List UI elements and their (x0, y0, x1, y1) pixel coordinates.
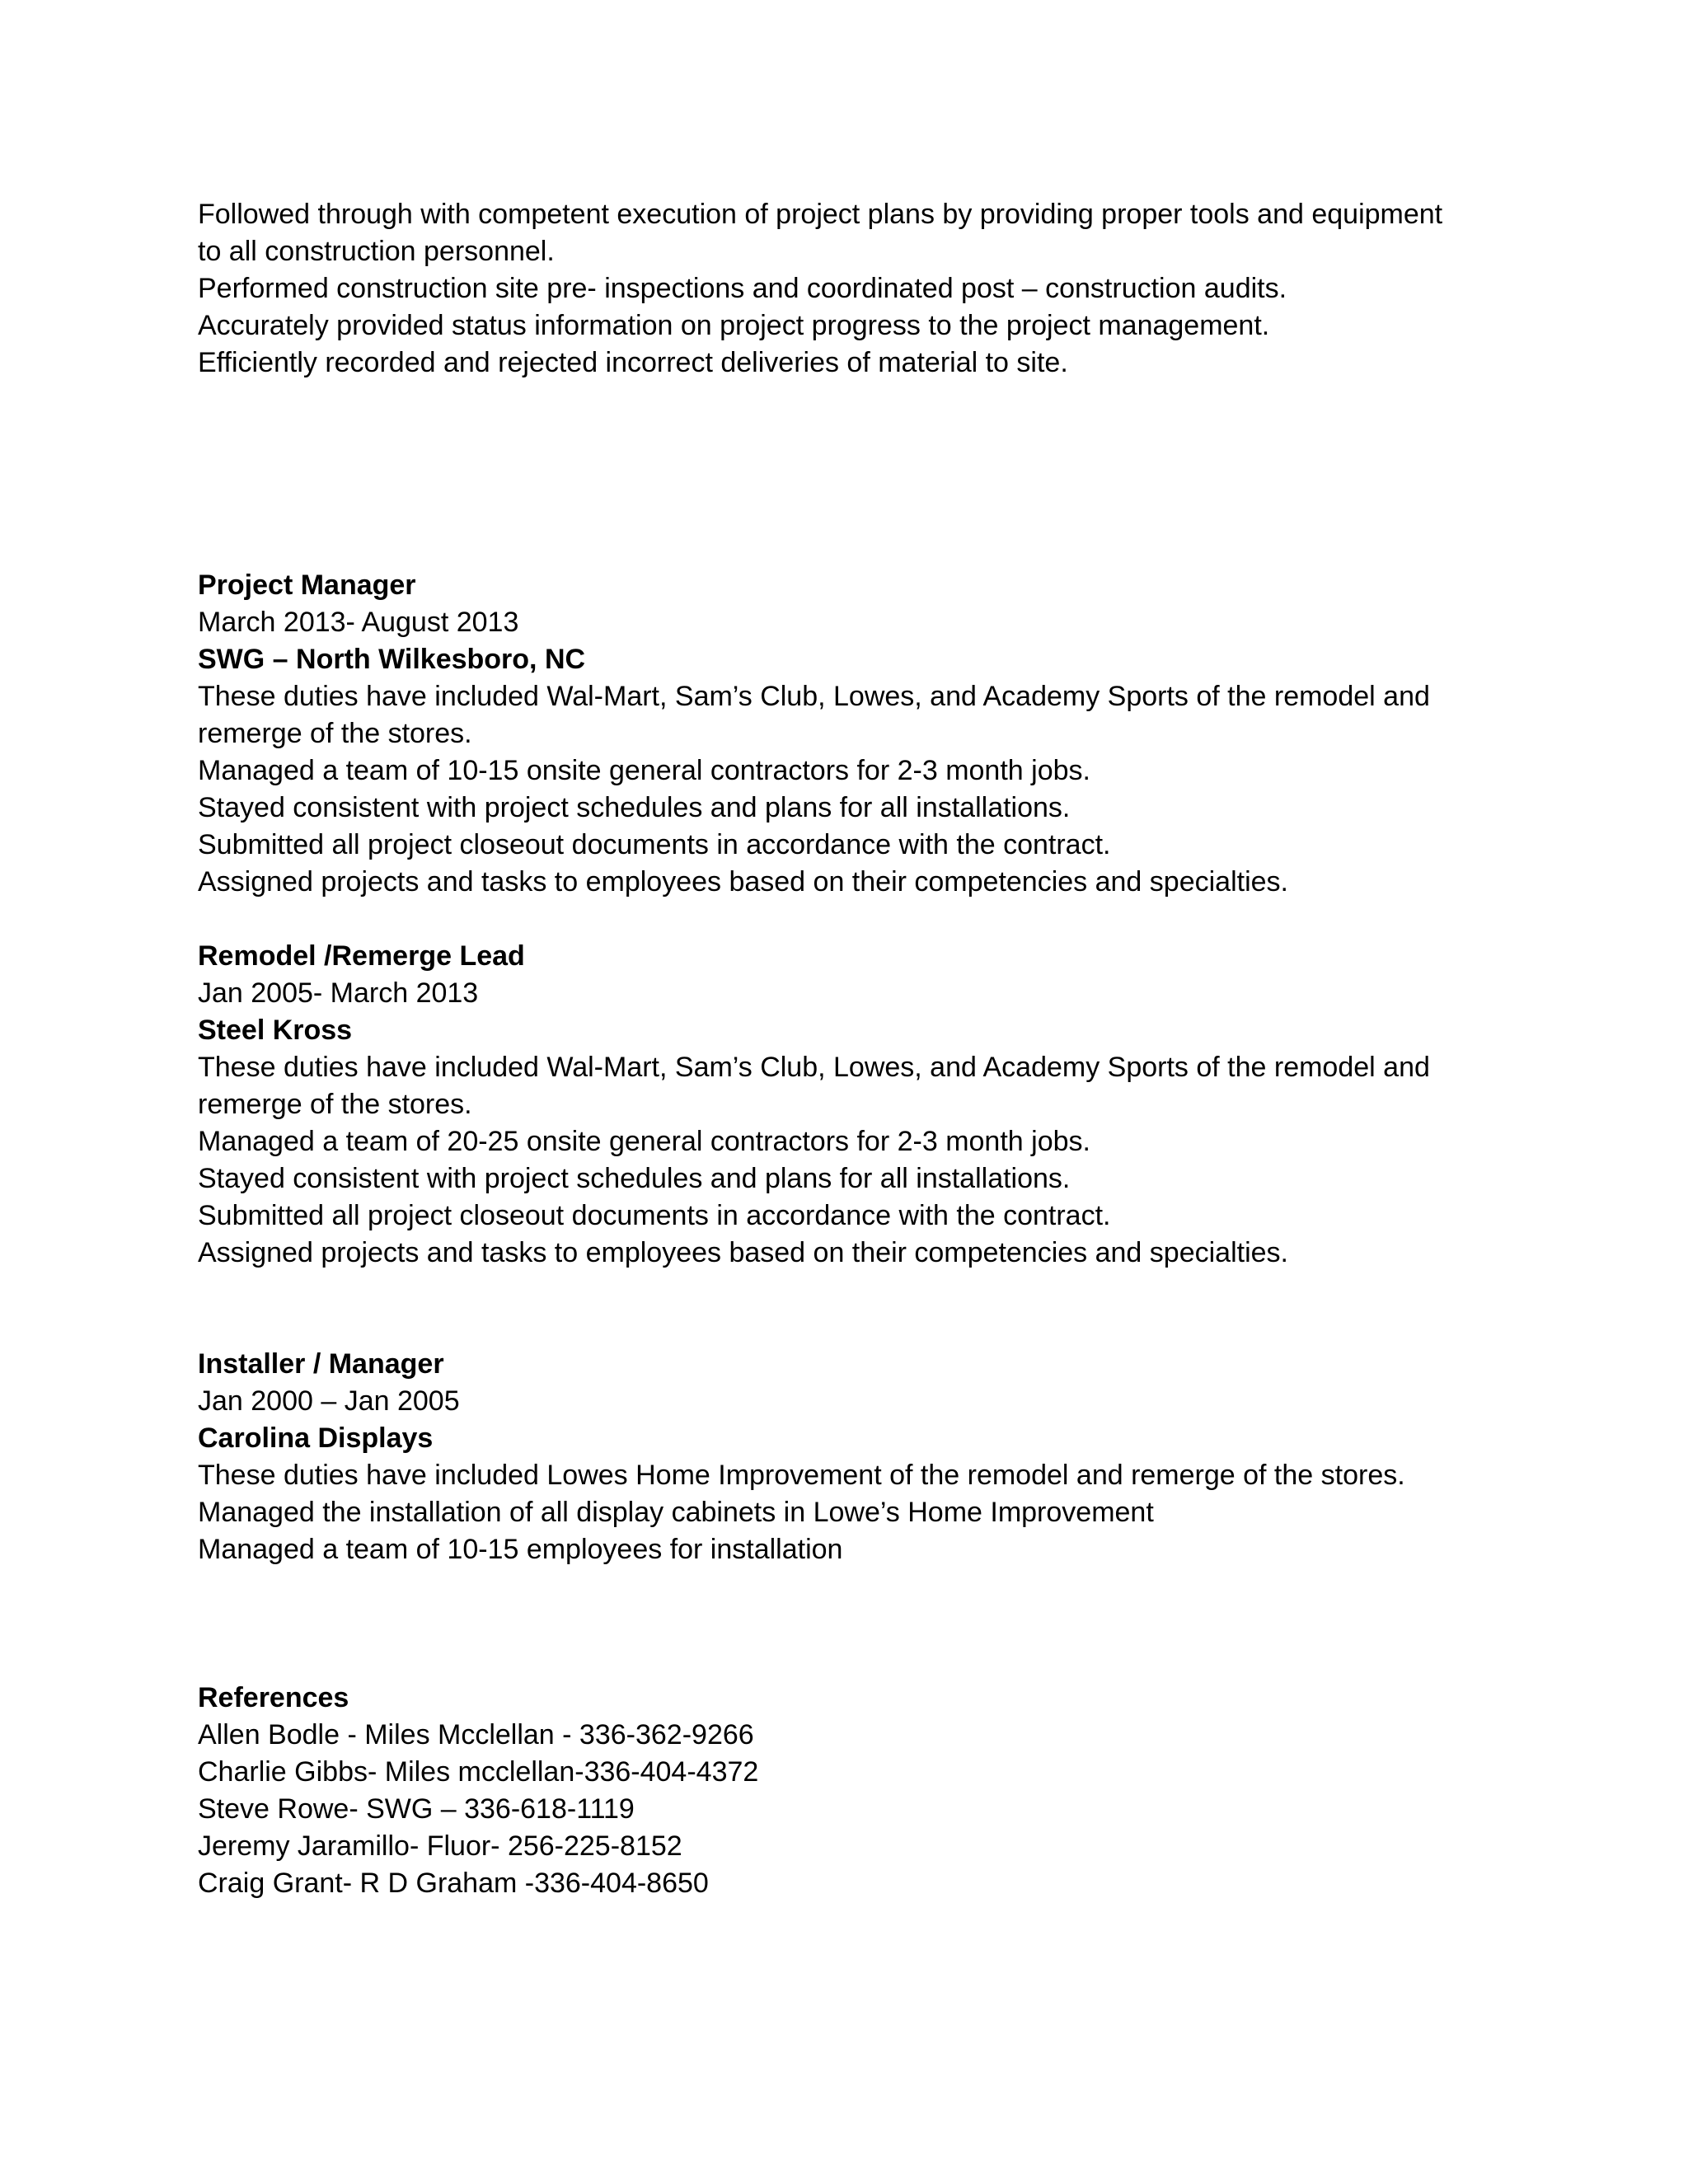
intro-line: to all construction personnel. (198, 236, 555, 267)
job-duty-line: Submitted all project closeout documents in accordance with the contract. (198, 829, 1111, 860)
job-section-project-manager (198, 567, 1500, 901)
job-duty-line: Managed a team of 10-15 onsite general contractors for 2-3 month jobs. (198, 755, 1090, 786)
spacer (198, 1272, 1500, 1346)
job-duty-line: Submitted all project closeout documents in accordance with the contract. (198, 1200, 1111, 1231)
job-duty-line: Managed a team of 20-25 onsite general contractors for 2-3 month jobs. (198, 1126, 1090, 1157)
intro-line: Accurately provided status information on project progress to the project management. (198, 310, 1270, 341)
job-section-installer-manager (198, 1346, 1500, 1568)
intro-line: Performed construction site pre- inspections and coordinated post – construction audits. (198, 273, 1287, 304)
job-duty-line: Assigned projects and tasks to employees based on their competencies and specialties. (198, 1237, 1288, 1268)
intro-line: Efficiently recorded and rejected incorrect deliveries of material to site. (198, 347, 1068, 378)
spacer (198, 901, 1500, 938)
spacer (198, 382, 1500, 567)
job-company: Carolina Displays (198, 1422, 434, 1454)
job-section-remodel-lead (198, 938, 1500, 1272)
job-duty-line: These duties have included Lowes Home Improvement of the remodel and remerge of the stores. (198, 1460, 1405, 1491)
job-duty-line: These duties have included Wal-Mart, Sam’s Club, Lowes, and Academy Sports of the remodel and (198, 681, 1430, 712)
job-duty-line: Stayed consistent with project schedules and plans for all installations. (198, 792, 1071, 823)
job-dates: Jan 2005- March 2013 (198, 977, 479, 1009)
job-title: Installer / Manager (198, 1348, 444, 1380)
spacer (198, 1568, 1500, 1680)
job-duty-line: remerge of the stores. (198, 1089, 472, 1120)
reference-line: Steve Rowe- SWG – 336-618-1119 (198, 1793, 635, 1825)
references-section (198, 1680, 1500, 1902)
intro-section (198, 196, 1500, 382)
job-dates: Jan 2000 – Jan 2005 (198, 1385, 460, 1417)
reference-line: Allen Bodle - Miles Mcclellan - 336-362-9266 (198, 1719, 754, 1750)
job-duty-line: Managed a team of 10-15 employees for installation (198, 1534, 843, 1565)
job-duty-line: remerge of the stores. (198, 718, 472, 749)
job-title: Project Manager (198, 569, 416, 601)
job-company: Steel Kross (198, 1015, 353, 1046)
reference-line: Charlie Gibbs- Miles mcclellan-336-404-4372 (198, 1756, 759, 1788)
intro-line: Followed through with competent execution of project plans by providing proper tools and equipment (198, 199, 1443, 230)
job-duty-line: These duties have included Wal-Mart, Sam’s Club, Lowes, and Academy Sports of the remodel and (198, 1052, 1430, 1083)
job-duty-line: Assigned projects and tasks to employees based on their competencies and specialties. (198, 866, 1288, 898)
reference-line: Jeremy Jaramillo- Fluor- 256-225-8152 (198, 1830, 682, 1862)
job-company: SWG – North Wilkesboro, NC (198, 644, 586, 675)
reference-line: Craig Grant- R D Graham -336-404-8650 (198, 1868, 709, 1899)
job-title: Remodel /Remerge Lead (198, 940, 525, 972)
job-duty-line: Stayed consistent with project schedules and plans for all installations. (198, 1163, 1071, 1194)
job-duty-line: Managed the installation of all display cabinets in Lowe’s Home Improvement (198, 1497, 1154, 1528)
resume-page (198, 196, 1500, 1902)
references-heading: References (198, 1682, 349, 1713)
job-dates: March 2013- August 2013 (198, 607, 519, 638)
